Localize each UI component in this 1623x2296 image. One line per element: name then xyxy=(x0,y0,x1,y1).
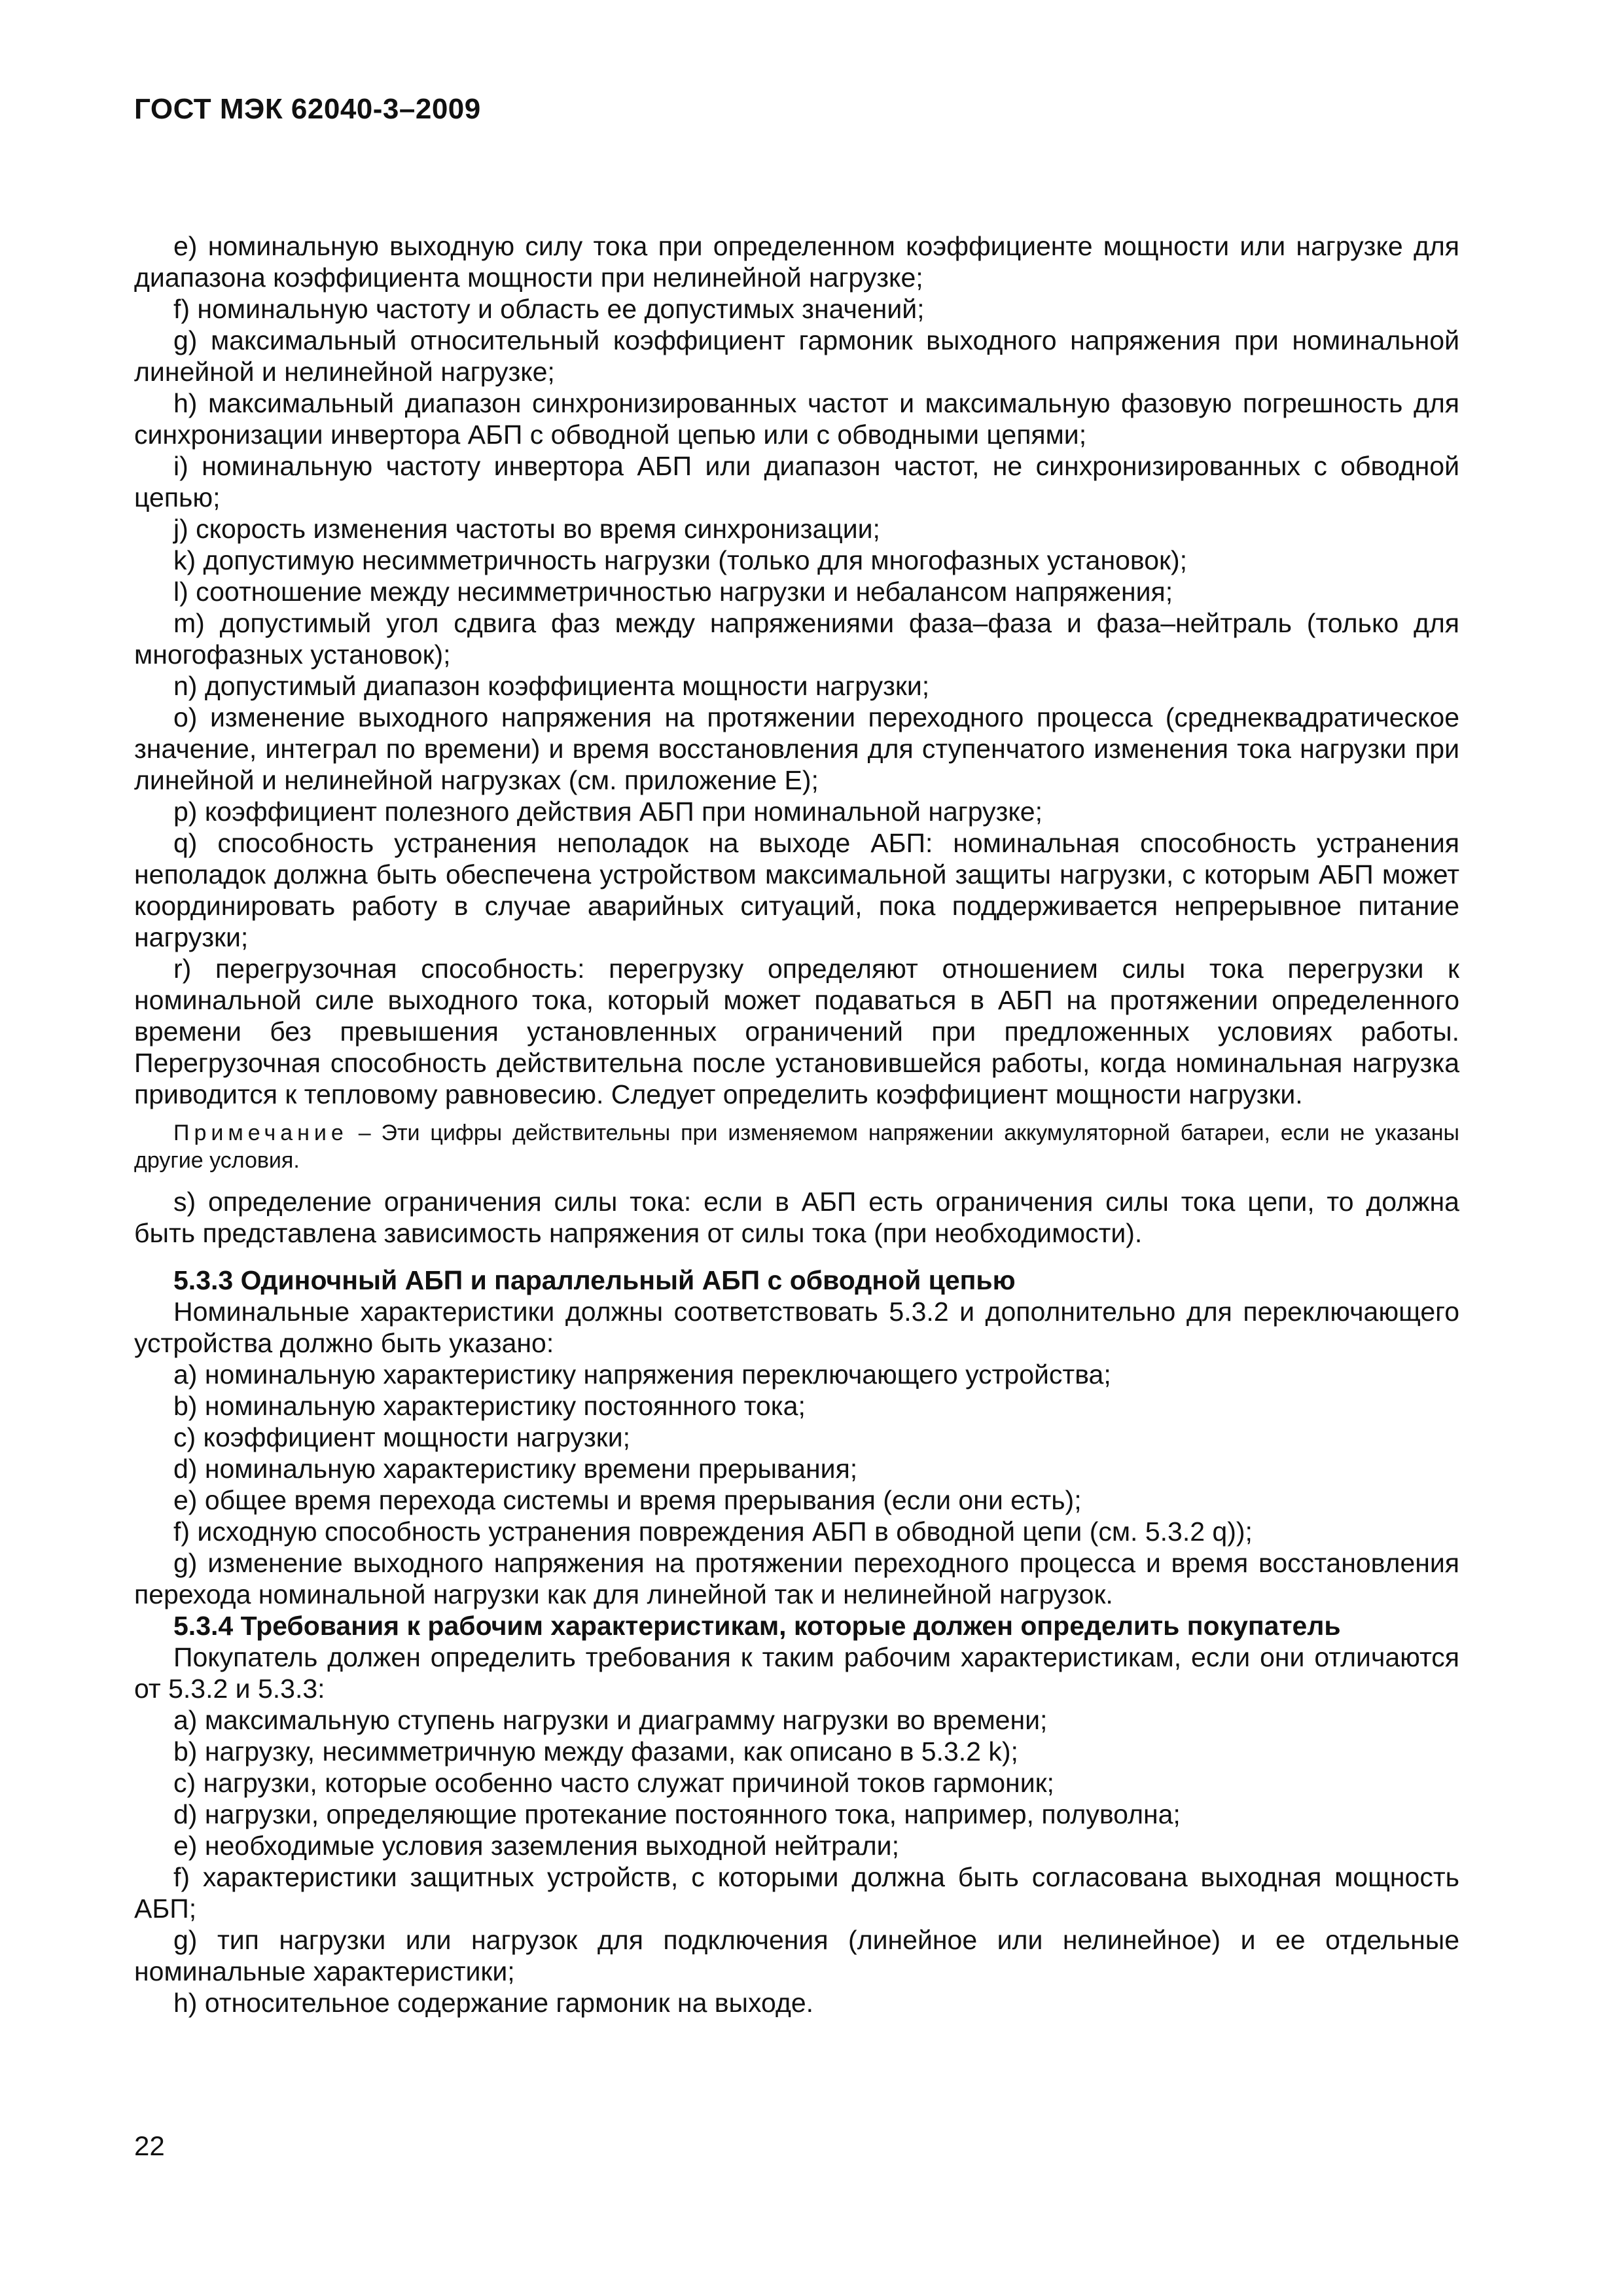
list-item-s: s) определение ограничения силы тока: если в АБП есть ограничения силы тока цепи, то должна быть представлена зависимость напряжения от силы тока (при необходимости). xyxy=(134,1187,1459,1248)
list-item-n: n) допустимый диапазон коэффициента мощности нагрузки; xyxy=(173,671,930,701)
list-item-o: o) изменение выходного напряжения на протяжении переходного процесса (среднеквадратическое значение, интеграл по времени) и время восстановления для ступенчатого изменения тока нагрузки при линейной и нелинейной нагрузках (см. приложение Е); xyxy=(134,702,1459,795)
list-item-f: f) номинальную частоту и область ее допустимых значений; xyxy=(173,294,925,324)
list-item-e: e) номинальную выходную силу тока при определенном коэффициенте мощности или нагрузке для диапазона коэффициента мощности при нелинейной нагрузке; xyxy=(134,231,1459,293)
document-header: ГОСТ МЭК 62040-3–2009 xyxy=(134,93,481,125)
list-item: a) максимальную ступень нагрузки и диаграмму нагрузки во времени; xyxy=(173,1705,1048,1735)
list-item: f) исходную способность устранения повреждения АБП в обводной цепи (см. 5.3.2 q)); xyxy=(173,1516,1253,1547)
section-533-intro: Номинальные характеристики должны соответствовать 5.3.2 и дополнительно для переключающего устройства должно быть указано: xyxy=(134,1297,1459,1358)
list-block-532 xyxy=(134,230,1459,1110)
section-533 xyxy=(134,1265,1459,1610)
list-item: c) нагрузки, которые особенно часто служат причиной токов гармоник; xyxy=(173,1768,1054,1798)
document-body xyxy=(134,230,1459,2018)
list-item-r: r) перегрузочная способность: перегрузку определяют отношением силы тока перегрузки к номинальной силе выходного тока, который может подаваться в АБП на протяжении определенного времени без превышения установленных ограничений при предложенных условиях работы. Перегрузочная способность действительна после установившейся работы, когда номинальная нагрузка приводится к тепловому равновесию. Следует определить коэффициент мощности нагрузки. xyxy=(134,954,1459,1109)
list-item-m: m) допустимый угол сдвига фаз между напряжениями фаза–фаза и фаза–нейтраль (только для многофазных установок); xyxy=(134,608,1459,670)
list-item: g) изменение выходного напряжения на протяжении переходного процесса и время восстановления перехода номинальной нагрузки как для линейной так и нелинейной нагрузок. xyxy=(134,1548,1459,1609)
note xyxy=(134,1119,1459,1174)
list-item: b) номинальную характеристику постоянного тока; xyxy=(173,1391,806,1421)
list-item: d) номинальную характеристику времени прерывания; xyxy=(173,1454,858,1484)
list-item: e) общее время перехода системы и время прерывания (если они есть); xyxy=(173,1485,1082,1515)
section-534-title: 5.3.4 Требования к рабочим характеристикам, которые должен определить покупатель xyxy=(173,1611,1341,1641)
list-item: a) номинальную характеристику напряжения переключающего устройства; xyxy=(173,1359,1111,1390)
list-item-p: p) коэффициент полезного действия АБП при номинальной нагрузке; xyxy=(173,797,1043,827)
list-item: d) нагрузки, определяющие протекание постоянного тока, например, полуволна; xyxy=(173,1799,1181,1829)
list-item: g) тип нагрузки или нагрузок для подключения (линейное или нелинейное) и ее отдельные номинальные характеристики; xyxy=(134,1925,1459,1986)
section-gap xyxy=(134,1249,1459,1265)
note-text: – Эти цифры действительны при изменяемом напряжении аккумуляторной батареи, если не указаны другие условия. xyxy=(134,1121,1459,1173)
note-label: Примечание xyxy=(173,1121,348,1145)
list-item-l: l) соотношение между несимметричностью нагрузки и небалансом напряжения; xyxy=(173,577,1173,607)
list-item: e) необходимые условия заземления выходной нейтрали; xyxy=(173,1831,899,1861)
list-item-i: i) номинальную частоту инвертора АБП или диапазон частот, не синхронизированных с обводной цепью; xyxy=(134,451,1459,512)
page-number: 22 xyxy=(134,2130,165,2161)
list-item: f) характеристики защитных устройств, с которыми должна быть согласована выходная мощность АБП; xyxy=(134,1862,1459,1924)
list-item-j: j) скорость изменения частоты во время синхронизации; xyxy=(173,514,880,544)
section-534 xyxy=(134,1610,1459,2018)
section-534-intro: Покупатель должен определить требования к таким рабочим характеристикам, если они отличаются от 5.3.2 и 5.3.3: xyxy=(134,1642,1459,1704)
list-item-k: k) допустимую несимметричность нагрузки (только для многофазных установок); xyxy=(173,545,1187,575)
list-item-q: q) способность устранения неполадок на выходе АБП: номинальная способность устранения неполадок должна быть обеспечена устройством максимальной защиты нагрузки, с которым АБП может координировать работу в случае аварийных ситуаций, пока поддерживается непрерывное питание нагрузки; xyxy=(134,828,1459,952)
list-item-g: g) максимальный относительный коэффициент гармоник выходного напряжения при номинальной линейной и нелинейной нагрузке; xyxy=(134,325,1459,387)
list-item: h) относительное содержание гармоник на выходе. xyxy=(173,1988,814,2018)
list-item: b) нагрузку, несимметричную между фазами, как описано в 5.3.2 k); xyxy=(173,1736,1018,1767)
section-533-title: 5.3.3 Одиночный АБП и параллельный АБП с обводной цепью xyxy=(173,1265,1016,1295)
list-item-h: h) максимальный диапазон синхронизированных частот и максимальную фазовую погрешность для синхронизации инвертора АБП с обводной цепью или с обводными цепями; xyxy=(134,388,1459,450)
list-item: c) коэффициент мощности нагрузки; xyxy=(173,1422,631,1452)
